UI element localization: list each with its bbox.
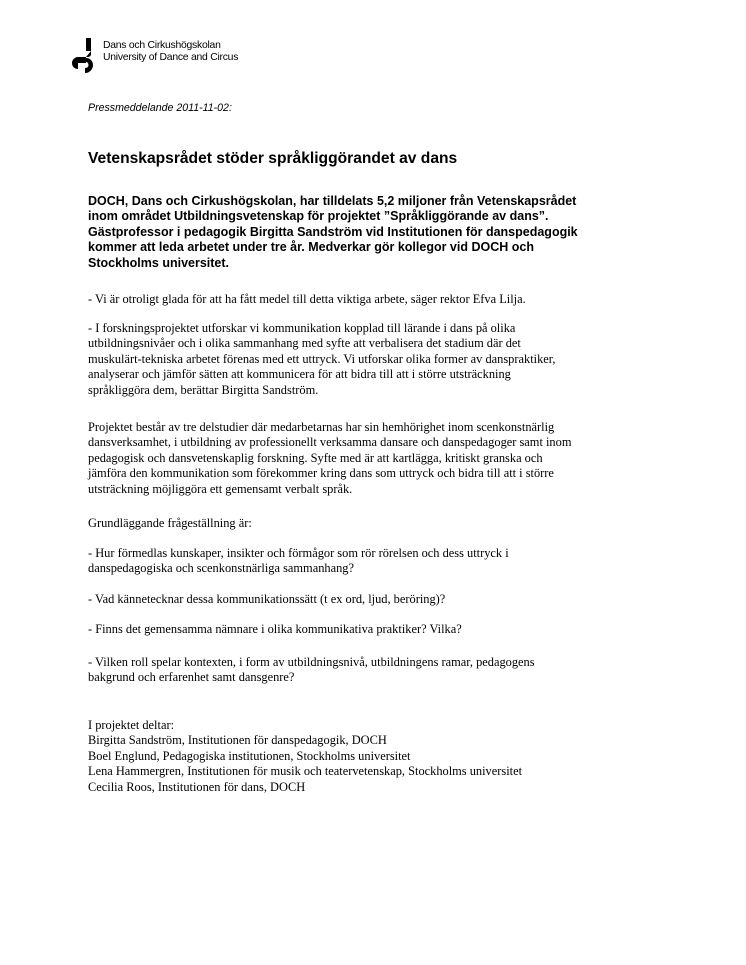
- org-name: [103, 40, 238, 63]
- body-line: språkliggöra dem, berättar Birgitta Sandström.: [88, 382, 319, 397]
- body-line: utbildningsnivåer och i olika sammanhang med syfte att verbalisera det stadium där det: [88, 336, 521, 351]
- org-logo: [72, 38, 272, 74]
- lead-line: inom området Utbildningsvetenskap för projektet ”Språkliggörande av dans”.: [88, 209, 549, 224]
- research-question-2: [88, 592, 688, 607]
- body-line: jämföra den kommunikation som förekommer kring dans som uttryck och bidra till att i större: [88, 466, 554, 481]
- lead-paragraph: [88, 194, 678, 271]
- project-description: [88, 420, 688, 497]
- body-line: - I forskningsprojektet utforskar vi kommunikation kopplad till lärande i dans på olika: [88, 321, 516, 335]
- lead-line: Gästprofessor i pedagogik Birgitta Sandström vid Institutionen för danspedagogik: [88, 224, 578, 239]
- participant: Birgitta Sandström, Institutionen för danspedagogik, DOCH: [88, 733, 387, 748]
- research-question-intro: [88, 516, 688, 531]
- body-line: Grundläggande frågeställning är:: [88, 516, 252, 530]
- body-line: pedagogisk och dansvetenskaplig forskning. Syfte med är att kartlägga, kritiskt granska och: [88, 450, 543, 465]
- body-line: - Vi är otroligt glada för att ha fått medel till detta viktiga arbete, säger rektor Efva Lilja.: [88, 292, 526, 306]
- research-question-1: [88, 546, 688, 577]
- body-line: utsträckning möjliggöra ett gemensamt verbalt språk.: [88, 481, 353, 496]
- research-question-3: [88, 622, 688, 637]
- org-name-sv: Dans och Cirkushögskolan: [103, 40, 221, 51]
- quote-research: [88, 321, 688, 398]
- body-line: danspedagogiska och scenkonstnärliga sammanhang?: [88, 561, 354, 576]
- body-line: dansverksamhet, i utbildning av professionellt verksamma dansare och danspedagoger samt inom: [88, 435, 572, 450]
- participants-heading: I projektet deltar:: [88, 718, 175, 732]
- body-line: - Hur förmedlas kunskaper, insikter och förmågor som rör rörelsen och dess uttryck i: [88, 546, 509, 560]
- body-line: - Vad kännetecknar dessa kommunikationssätt (t ex ord, ljud, beröring)?: [88, 592, 446, 606]
- body-line: - Vilken roll spelar kontexten, i form av utbildningsnivå, utbildningens ramar, pedagogens: [88, 655, 535, 669]
- lead-line: Stockholms universitet.: [88, 255, 230, 270]
- body-line: bakgrund och erfarenhet samt dansgenre?: [88, 670, 295, 685]
- participant: Lena Hammergren, Institutionen för musik och teatervetenskap, Stockholms universitet: [88, 764, 523, 779]
- press-release-dateline: Pressmeddelande 2011-11-02:: [88, 102, 232, 114]
- research-question-4: [88, 655, 688, 686]
- headline: Vetenskapsrådet stöder språkliggörandet av dans: [88, 150, 458, 167]
- lead-line: kommer att leda arbetet under tre år. Medverkar gör kollegor vid DOCH och: [88, 240, 534, 255]
- participant: Cecilia Roos, Institutionen för dans, DOCH: [88, 779, 306, 794]
- body-line: analyserar och jämför sätten att kommunicera för att bidra till att i större utsträckning: [88, 367, 511, 382]
- org-name-en: University of Dance and Circus: [103, 51, 239, 63]
- lead-line: DOCH, Dans och Cirkushögskolan, har tilldelats 5,2 miljoner från Vetenskapsrådet: [88, 194, 577, 208]
- participants-list: [88, 718, 688, 795]
- doch-logo-icon: [72, 38, 98, 74]
- participant: Boel Englund, Pedagogiska institutionen, Stockholms universitet: [88, 748, 411, 763]
- body-line: Projektet består av tre delstudier där medarbetarnas har sin hemhörighet inom scenkonstnärlig: [88, 420, 555, 434]
- body-line: muskulärt-tekniska arbetet förenas med ett uttryck. Vi utforskar olika former av danspraktiker,: [88, 351, 556, 366]
- body-line: - Finns det gemensamma nämnare i olika kommunikativa praktiker? Vilka?: [88, 622, 462, 636]
- quote-rector: [88, 292, 688, 307]
